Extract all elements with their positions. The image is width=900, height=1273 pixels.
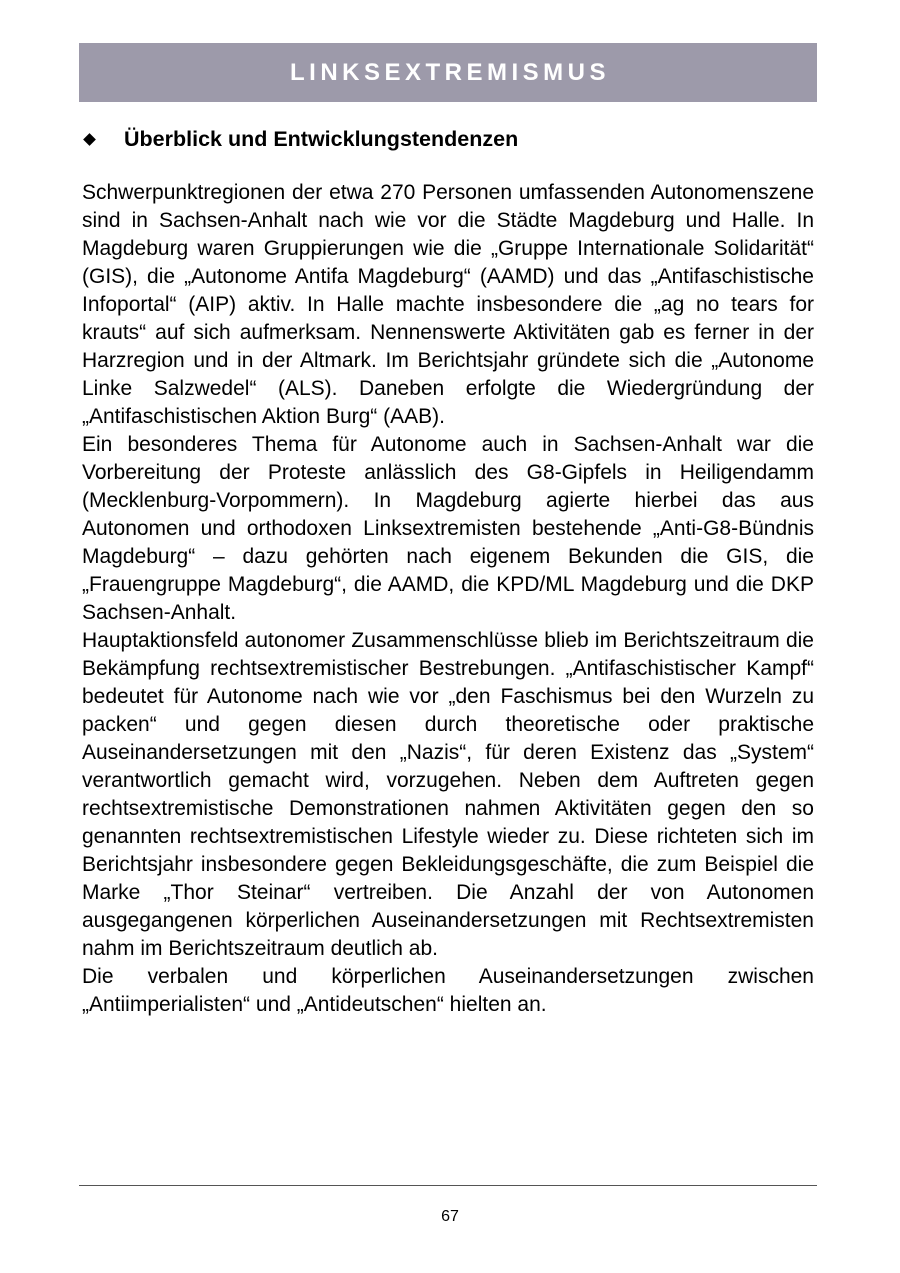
chapter-header-bar <box>79 43 817 102</box>
body-text <box>82 179 814 1019</box>
section-heading <box>82 123 817 155</box>
page-number: 67 <box>441 1208 459 1225</box>
chapter-title: LINKSEXTREMISMUS <box>289 58 610 86</box>
paragraph: Schwerpunktregionen der etwa 270 Personen umfassenden Autonomenszene sind in Sachsen-Anhalt nach wie vor die Städte Magdeburg und Halle. In Magdeburg waren Gruppierungen wie die „Gruppe Internationale Solidarität“ (GIS), die „Autonome Antifa Magdeburg“ (AAMD) und das „Antifaschistische Infoportal“ (AIP) aktiv. In Halle machte insbesondere die „ag no tears for krauts“ auf sich aufmerksam. Nennenswerte Aktivitäten gab es ferner in der Harzregion und in der Altmark. Im Berichtsjahr gründete sich die „Autonome Linke Salzwedel“ (ALS). Daneben erfolgte die Wiedergründung der „Antifaschistischen Aktion Burg“ (AAB). <box>82 181 814 428</box>
paragraph: Die verbalen und körperlichen Auseinandersetzungen zwischen „Antiimperialisten“ und „Antideutschen“ hielten an. <box>82 965 814 1016</box>
footer-divider <box>79 1185 817 1186</box>
diamond-bullet-icon <box>83 133 96 146</box>
paragraph: Ein besonderes Thema für Autonome auch in Sachsen-Anhalt war die Vorbereitung der Proteste anlässlich des G8-Gipfels in Heiligendamm (Mecklenburg-Vorpommern). In Magdeburg agierte hierbei das aus Autonomen und orthodoxen Linksextremisten bestehende „Anti-G8-Bündnis Magdeburg“ – dazu gehörten nach eigenem Bekunden die GIS, die „Frauengruppe Magdeburg“, die AAMD, die KPD/ML Magdeburg und die DKP Sachsen-Anhalt. <box>82 433 814 624</box>
section-title: Überblick und Entwicklungstendenzen <box>124 126 519 151</box>
paragraph: Hauptaktionsfeld autonomer Zusammenschlüsse blieb im Berichtszeitraum die Bekämpfung rechtsextremistischer Bestrebungen. „Antifaschistischer Kampf“ bedeutet für Autonome nach wie vor „den Faschismus bei den Wurzeln zu packen“ und gegen diesen durch theoretische oder praktische Auseinandersetzungen mit den „Nazis“, für deren Existenz das „System“ verantwortlich gemacht wird, vorzugehen. Neben dem Auftreten gegen rechtsextremistische Demonstrationen nahmen Aktivitäten gegen den so genannten rechtsextremistischen Lifestyle wieder zu. Diese richteten sich im Berichtsjahr insbesondere gegen Bekleidungsgeschäfte, die zum Beispiel die Marke „Thor Steinar“ vertreiben. Die Anzahl der von Autonomen ausgegangenen körperlichen Auseinandersetzungen mit Rechtsextremisten nahm im Berichtszeitraum deutlich ab. <box>82 629 814 960</box>
